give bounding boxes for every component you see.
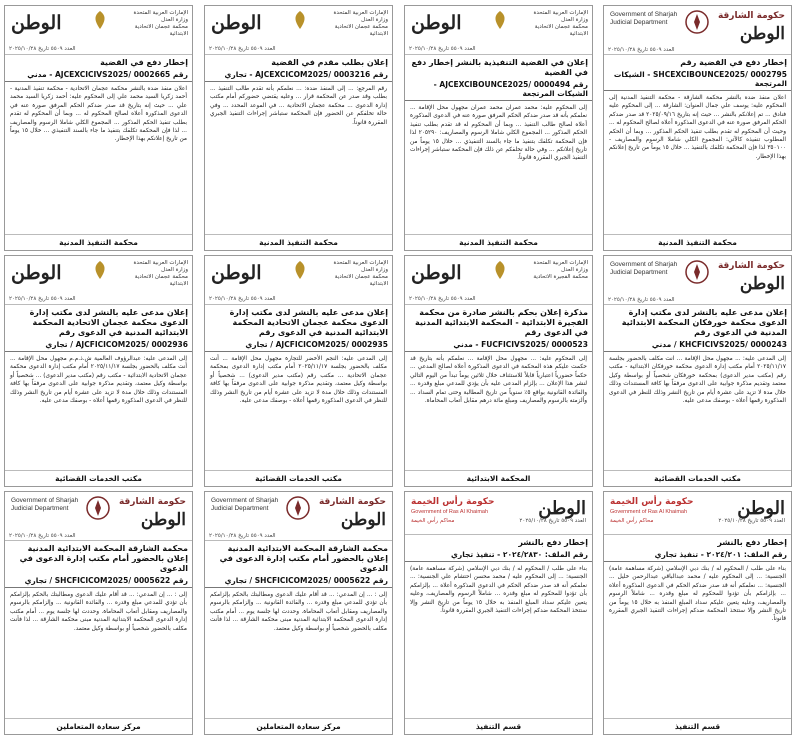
issue-ref: العدد ٥٥٠٩ تاريخ ٢٠٢٥/١٠/٢٨ [9, 533, 76, 539]
card-header [604, 492, 791, 535]
notice-card [603, 5, 792, 251]
case-number: رقم SHCFICICOM2025/ 0005622 / تجاري [5, 575, 192, 588]
notice-body: اعلان منفذ ضده بالنشر محكمة الشارقة - محكمة التنفيذ المدنية إلى المحكوم عليه: يوسف علي جمال العنوان: الشارقة ... إلى المحكوم عليه فنادق ... تم إعلانكم بالنشر ... حيث إنه بتاريخ ٢٠٢٥/٠٩/١٦ قد صدر ضدكم الحكم المرفق صورة عنه في الدعوى المذكورة أعلاه لصالح المحكوم له ... وحيث أن المحكوم له تقدم بطلب تنفيذ الحكم المذكور ... وبما أن الحكم المطلوب تنفيذه كالآتي: المجموع الكلي شاملا الرسوم والمصاريف - ٣٥٠١٠٠ لذا فإن المحكمة تكلفك بالتنفيذ ... خلال ١٥ يوماً من تاريخ إعلانكم بهذا الإخطار. [609, 95, 786, 160]
org-name-en: Government of Sharjah Judicial Department [610, 261, 678, 276]
notice-body: إلى المدعى عليه: ... مجهول محل الإقامة ... انت مكلف بالحضور بجلسة ٢٠٢٥/١١/١٧ أمام مكتب إدارة الدعوى محكمة خورفكان الابتدائية - مكتب رقم (مكتب مدير الدعوى) بمحكمة خورفكان شخصياً أو بواسطة وكيل معتمد وتقديم مذكرة جوابية على الدعوى مرفقاً بها كافة المستندات وذلك خلال مدة لا تزيد على عشرة أيام من تاريخ النشر وذلك للنظر في الدعوى المذكورة رقمها أعلاه - بوصفك مدعى عليه. [609, 356, 786, 405]
org-name-en: Government of Sharjah Judicial Department [610, 11, 678, 26]
notice-title: مذكرة إعلان بحكم بالنشر صادرة من محكمة الفجيرة الابتدائية - المحكمة الابتدائية المدنية في الدعوى رقم [415, 308, 588, 337]
issue-ref: العدد ٥٥٠٩ تاريخ ٢٠٢٥/١٠/٢٨ [409, 46, 476, 52]
card-header [405, 492, 592, 535]
org-name-ar: حكومة الشارقة [118, 497, 186, 507]
notice-card [204, 5, 393, 251]
notice-card [4, 5, 193, 251]
newspaper-logo: الوطن [211, 262, 262, 284]
card-header [405, 256, 592, 305]
org-name-ar: حكومة الشارقة [717, 11, 785, 21]
court-name: محاكم رأس الخيمة [610, 518, 654, 524]
case-number: رقم AJCEXCIBOUNCE2025/ 0000494 - الشيكات المرتجعة [405, 79, 592, 101]
notice-body: اعلان منفذ ضده بالنشر محكمة عجمان الاتحادية - محكمة تنفيذ المدنية - أحمد زكريا السيد محمد علي إلى المحكوم عليه: أحمد زكريا السيد محمد علي ... حيث إنه بتاريخ قد صدر ضدكم الحكم المرفق صورة عنه في الدعوى المذكورة أعلاه لصالح المحكوم له ... وبما أن المحكوم له تقدم بطلب تنفيذ الحكم المذكور ... المجموع الكلي شاملا الرسوم والمصاريف ... لذا فإن المحكمة تكلفك بتنفيذ ما جاء بالسند التنفيذي ... خلال ١٥ يوماً من تاريخ إعلانكم بهذا الإخطار. [10, 86, 187, 143]
notice-footer: قسم التنفيذ [405, 718, 592, 731]
newspaper-logo: الوطن [739, 24, 785, 44]
card-header [604, 6, 791, 55]
gov-name-en: Government of Ras Al Khaimah [411, 509, 489, 515]
org-name: الإمارات العربية المتحدة وزارة العدل محكمة الفجيرة الاتحادية [533, 260, 588, 280]
card-header [405, 6, 592, 55]
notice-title: محكمة الشارقة المحكمة الابتدائية المدنية إعلان بالحضور أمام مكتب إدارة الدعوى في الدعوى [19, 544, 188, 573]
case-number: رقم الملف: ٢٠٢٤/٢٨٣٠ - تنفيذ تجاري [405, 549, 592, 562]
issue-ref: العدد ٥٥٠٩ تاريخ ٢٠٢٥/١٠/٢٨ [209, 296, 276, 302]
notice-footer: مركز سعادة المتعاملين [5, 718, 192, 731]
card-header [5, 256, 192, 305]
uae-emblem-icon [489, 259, 511, 281]
sharjah-emblem-icon [85, 495, 111, 521]
uae-emblem-icon [289, 9, 311, 31]
issue-ref: العدد ٥٥٠٩ تاريخ ٢٠٢٥/١٠/٢٨ [209, 46, 276, 52]
notice-footer: مكتب الخدمات القضائية [5, 470, 192, 483]
uae-emblem-icon [489, 9, 511, 31]
issue-ref: العدد ٥٥٠٩ تاريخ ٢٠٢٥/١٠/٢٨ [519, 518, 586, 524]
notice-card [204, 255, 393, 487]
notice-title: إخطار دفع بالنشر [717, 538, 787, 547]
card-header [604, 256, 791, 305]
notice-body: بناء على طلب / المحكوم له / بنك دبي الإسلامي (شركة مساهمة عامة) الجنسية: ... إلى المحكوم عليه / محمد عبدالباقي عبدالرحمن خليل ... الجنسية: ... نعلمكم أنه قد صدر ضدكم الحكم في الدعوى المذكورة أعلاه ... بإلزامكم بأن تؤدوا للمحكوم له مبلغ وقدره ... شاملاً الرسوم والمصاريف، وعليه يتعين عليكم سداد المبلغ المنفذ به خلال ١٥ يوماً من تاريخ النشر وإلا ستتخذ المحكمة ضدكم إجراءات التنفيذ الجبري المقررة قانوناً. [609, 566, 787, 623]
org-name-en: Government of Sharjah Judicial Department [211, 497, 279, 512]
uae-emblem-icon [89, 259, 111, 281]
notice-title: إخطار دفع في القضية [100, 58, 188, 67]
case-number: FUCFICIVS2025/ 0000523 - مدني [405, 339, 592, 352]
notice-footer: محكمة التنفيذ المدنية [405, 234, 592, 247]
notice-footer: محكمة التنفيذ المدنية [604, 234, 791, 247]
gov-name-en: Government of Ras Al Khaimah [610, 509, 688, 515]
org-name: الإمارات العربية المتحدة وزارة العدل محكمة عجمان الاتحادية الابتدائية [333, 10, 388, 37]
sharjah-emblem-icon [285, 495, 311, 521]
notice-title: إعلان مدعى عليه بالنشر لدى مكتب إدارة الدعوى محكمة عجمان الاتحادية المحكمة الابتدائية المدنية في الدعوى رقم [229, 308, 388, 337]
issue-ref: العدد ٥٥٠٩ تاريخ ٢٠٢٥/١٠/٢٨ [718, 518, 785, 524]
case-number: رقم الملف: ٢٠٢٤/٢٠١ - تنفيذ تجاري [604, 549, 791, 562]
notice-footer: مكتب الخدمات القضائية [604, 470, 791, 483]
case-number: AJCFICICOM2025/ 0002935 / تجاري [205, 339, 392, 352]
gov-name-ar: حكومة رأس الخيمة [610, 497, 694, 507]
notice-body: إلى المحكوم عليه: ... مجهول محل الإقامة ... نعلمكم بأنه بتاريخ قد حكمت عليكم هذه المحكمة في الدعوى المذكورة أعلاه لصالح المدعي ... حكماً حضورياً اعتبارياً قابلاً للاستئناف خلال ثلاثين يوماً تبدأ من اليوم التالي لنشر هذا الإعلان ... بإلزام المدعى عليه بأن يؤدي للمدعي مبلغ وقدره ... والفائدة القانونية بواقع ٥٪ سنوياً من تاريخ المطالبة وحتى تمام السداد ... وألزمته بالرسوم والمصاريف ومبلغ مائة درهم مقابل أتعاب المحاماة. [410, 356, 587, 405]
newspaper-logo: الوطن [737, 498, 785, 519]
court-name: محاكم رأس الخيمة [411, 518, 455, 524]
issue-ref: العدد ٥٥٠٩ تاريخ ٢٠٢٥/١٠/٢٨ [409, 296, 476, 302]
card-header [205, 6, 392, 55]
org-name: الإمارات العربية المتحدة وزارة العدل محكمة عجمان الاتحادية الابتدائية [133, 260, 188, 287]
issue-ref: العدد ٥٥٠٩ تاريخ ٢٠٢٥/١٠/٢٨ [608, 47, 675, 53]
gov-name-ar: حكومة رأس الخيمة [411, 497, 495, 507]
newspaper-logo: الوطن [340, 510, 386, 530]
notice-card [603, 255, 792, 487]
case-number: رقم AJCEXCICOM2025/ 0003216 - تجاري [205, 69, 392, 82]
notice-footer: مكتب الخدمات القضائية [205, 470, 392, 483]
issue-ref: العدد ٥٥٠٩ تاريخ ٢٠٢٥/١٠/٢٨ [9, 46, 76, 52]
notice-card [603, 491, 792, 735]
card-header [205, 256, 392, 305]
notice-footer: محكمة التنفيذ المدنية [5, 234, 192, 247]
issue-ref: العدد ٥٥٠٩ تاريخ ٢٠٢٥/١٠/٢٨ [608, 297, 675, 303]
card-header [5, 6, 192, 55]
notice-footer: المحكمة الابتدائية [405, 470, 592, 483]
notice-title: إخطار دفع في القضية رقم [680, 58, 787, 67]
newspaper-logo: الوطن [739, 274, 785, 294]
notice-body: إلى المحكوم عليه: محمد عمران محمد عمران مجهول محل الإقامة ... نعلمكم بأنه قد صدر ضدكم الحكم المرفق صورة عنه في الدعوى المذكورة أعلاه لصالح طالب التنفيذ ... وبما أن المحكوم له قد تقدم بطلب تنفيذ الحكم المذكور ... المجموع الكلي شاملا الرسوم والمصاريف: ٢٠٥٢٩٠ لذا فإن المحكمة تكلفك بتنفيذ ما جاء بالسند التنفيذي ... خلال ١٥ يوماً من تاريخ إعلانكم ... وفي حالة تخلفكم عن ذلك فإن المحكمة ستباشر إجراءات التنفيذ الجبري المقررة قانوناً. [410, 105, 587, 162]
notice-card [404, 491, 593, 735]
newspaper-logo: الوطن [538, 498, 586, 519]
sharjah-emblem-icon [684, 9, 710, 35]
newspaper-logo: الوطن [411, 12, 462, 34]
notice-card [204, 491, 393, 735]
org-name: الإمارات العربية المتحدة وزارة العدل محكمة عجمان الاتحادية الابتدائية [133, 10, 188, 37]
card-header [205, 492, 392, 541]
newspaper-logo: الوطن [140, 510, 186, 530]
newspaper-logo: الوطن [11, 262, 62, 284]
uae-emblem-icon [89, 9, 111, 31]
org-name-ar: حكومة الشارقة [717, 261, 785, 271]
newspaper-logo: الوطن [411, 262, 462, 284]
case-number: SHCEXCIBOUNCE2025/ 0002795 - الشيكات المرتجعة [604, 69, 791, 91]
notice-title: إعلان مدعى عليه بالنشر لدى مكتب إدارة الدعوى محكمة خورفكان المحكمة الابتدائية المدنية في الدعوى رقم [621, 308, 787, 337]
notice-footer: قسم التنفيذ [604, 718, 791, 731]
issue-ref: العدد ٥٥٠٩ تاريخ ٢٠٢٥/١٠/٢٨ [209, 533, 276, 539]
notice-body: إلى : ... إن المدعي: ... قد أقام عليك الدعوى ومطالبتك بالحكم بإلزامكم بأن تؤدي للمدعي مبلغ وقدره ... والفائدة القانونية ... وإلزامكم بالرسوم والمصاريف ومقابل أتعاب المحاماة. وحددت لها جلسة يوم ... أمام مكتب إدارة الدعوى المحكمة الابتدائية المدنية مبنى محكمة الشارقة ... لذا فأنت مكلف بالحضور شخصياً أو بواسطة وكيل معتمد. [210, 592, 387, 632]
issue-ref: العدد ٥٥٠٩ تاريخ ٢٠٢٥/١٠/٢٨ [9, 296, 76, 302]
card-header [5, 492, 192, 541]
org-name-en: Government of Sharjah Judicial Department [11, 497, 79, 512]
notice-card [4, 491, 193, 735]
org-name-ar: حكومة الشارقة [318, 497, 386, 507]
notice-card [404, 255, 593, 487]
notice-footer: محكمة التنفيذ المدنية [205, 234, 392, 247]
newspaper-logo: الوطن [211, 12, 262, 34]
notice-title: إخطار دفع بالنشر [518, 538, 588, 547]
notice-body: رقم المرجع: ... إلى المنفذ ضده: ... نعلمكم بأنه تقدم طالب التنفيذ ... بطلب وقد صدر عن المحكمة قرار ... وعليه يقتضي حضوركم أمام مكتب إدارة الدعوى ... محكمة عجمان الاتحادية ... في الموعد المحدد ... وفي حالة تخلفكم عن الحضور فإن المحكمة ستباشر إجراءات التنفيذ الجبري المقررة قانوناً. [210, 86, 387, 126]
sharjah-emblem-icon [684, 259, 710, 285]
notice-title: إعلان بطلب مقدم في القضية [271, 58, 388, 67]
notice-title: إعلان في القضية التنفيذية بالنشر إخطار دفع في القضية [411, 58, 588, 77]
org-name: الإمارات العربية المتحدة وزارة العدل محكمة عجمان الاتحادية الابتدائية [333, 260, 388, 287]
case-number: AJCFICICOM2025/ 0002936 / تجاري [5, 339, 192, 352]
case-number: KHCFICIVS2025/ 0000243 / مدني [604, 339, 791, 352]
case-number: رقم AJCEXCICIVS2025/ 0002665 - مدني [5, 69, 192, 82]
notice-title: محكمة الشارقة المحكمة الابتدائية المدنية إعلان بالحضور أمام مكتب إدارة الدعوى في الدعوى [219, 544, 388, 573]
org-name: الإمارات العربية المتحدة وزارة العدل محكمة عجمان الاتحادية الابتدائية [533, 10, 588, 37]
notice-card [404, 5, 593, 251]
notice-footer: مركز سعادة المتعاملين [205, 718, 392, 731]
notice-body: إلى المدعى عليه: عبدالرؤوف العالمية ش.ذ.م.م مجهول محل الإقامة ... أنت مكلف بالحضور بجلسة ٢٠٢٥/١١/١٧ أمام مكتب إدارة الدعوى محكمة عجمان الاتحادية الابتدائية - مكتب رقم (مكتب مدير الدعوى) ... شخصياً أو بواسطة وكيل معتمد، وتقديم مذكرة جوابية على الدعوى مرفقاً بها كافة المستندات وذلك خلال مدة لا تزيد على عشرة أيام من تاريخ النشر وذلك للنظر في الدعوى المذكورة رقمها أعلاه - بوصفك مدعى عليه. [10, 356, 187, 405]
notice-card [4, 255, 193, 487]
notice-body: بناء على طلب / المحكوم له / بنك دبي الإسلامي (شركة مساهمة عامة) الجنسية: ... إلى المحكوم عليه / محمد محسن احتشام علي الجنسية: ... نعلمكم أنه قد صدر ضدكم الحكم في الدعوى المذكورة أعلاه ... بإلزامكم بأن تؤدوا للمحكوم له مبلغ وقدره ... شاملاً الرسوم والمصاريف، وعليه يتعين عليكم سداد المبلغ المنفذ به خلال ١٥ يوماً من تاريخ النشر وإلا ستتخذ المحكمة ضدكم إجراءات التنفيذ الجبري المقررة قانوناً. [410, 566, 587, 615]
newspaper-logo: الوطن [11, 12, 62, 34]
notice-title: إعلان مدعى عليه بالنشر لدى مكتب إدارة الدعوى محكمة عجمان الاتحادية المحكمة الابتدائية المدنية في الدعوى رقم [29, 308, 188, 337]
notice-body: إلى المدعى عليه: النجم الأخضر للتجارة مجهول محل الإقامة ... أنت مكلف بالحضور بجلسة ٢٠٢٥/١١/١٧ أمام مكتب إدارة الدعوى بمحكمة عجمان الاتحادية ... مكتب رقم (مكتب مدير الدعوى) ... شخصياً أو بواسطة وكيل معتمد، وتقديم مذكرة جوابية على الدعوى مرفقاً بها كافة المستندات وذلك خلال مدة لا تزيد على عشرة أيام من تاريخ النشر وذلك للنظر في الدعوى المذكورة رقمها أعلاه - بوصفك مدعى عليه. [210, 356, 387, 405]
notice-body: إلى : ... إن المدعي: ... قد أقام عليك الدعوى ومطالبتك بالحكم بإلزامكم بأن تؤدي للمدعي مبلغ وقدره ... والفائدة القانونية ... وإلزامكم بالرسوم والمصاريف ومقابل أتعاب المحاماة. وحددت لها جلسة يوم ... أمام مكتب إدارة الدعوى المحكمة الابتدائية المدنية مبنى محكمة الشارقة ... لذا فأنت مكلف بالحضور شخصياً أو بواسطة وكيل معتمد. [10, 592, 187, 632]
uae-emblem-icon [289, 259, 311, 281]
case-number: رقم SHCFICICOM2025/ 0005622 / تجاري [205, 575, 392, 588]
